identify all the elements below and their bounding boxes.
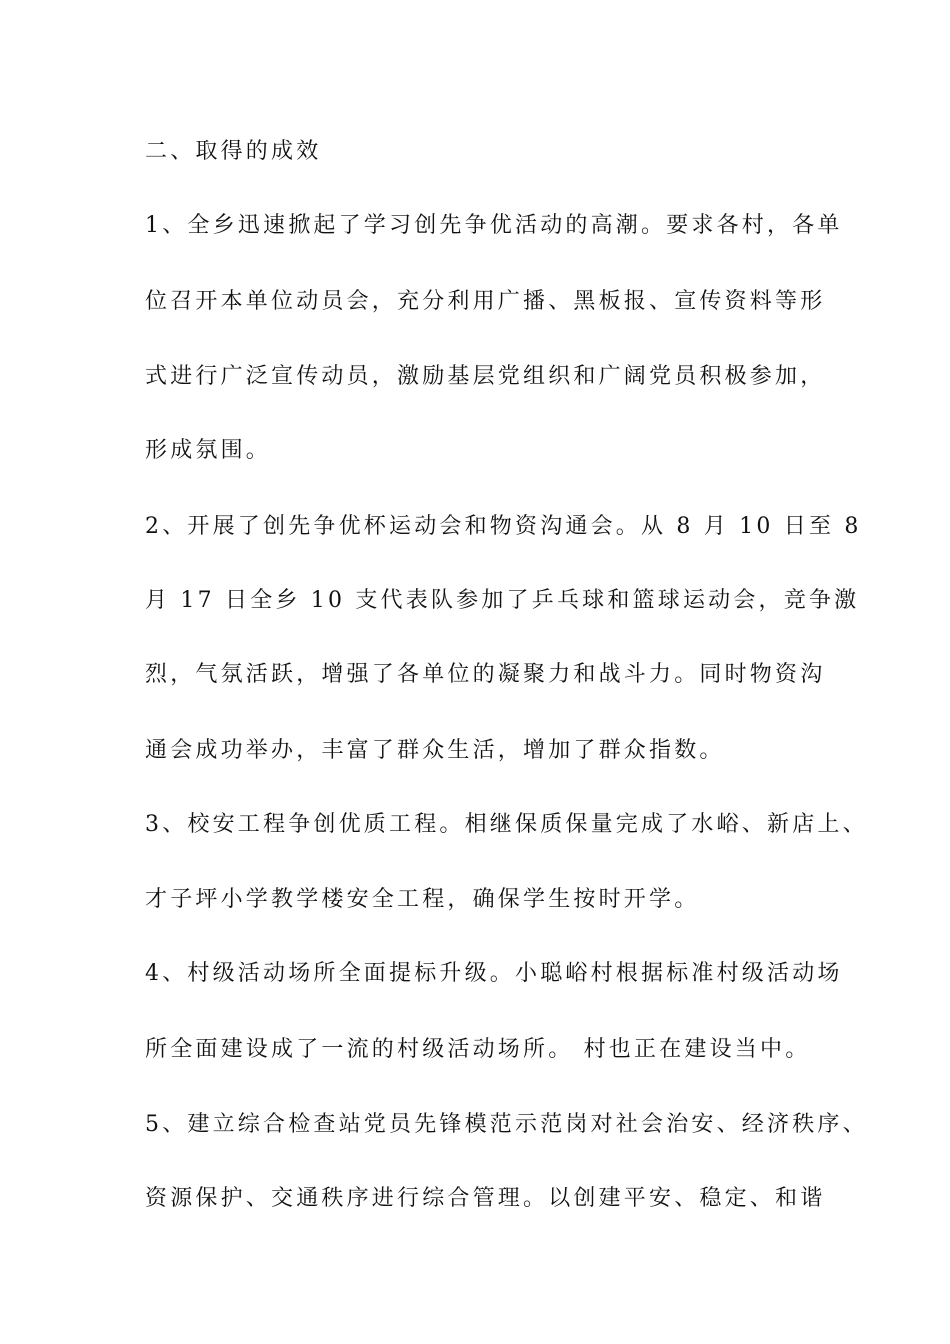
paragraph-5-line-1: 5、建立综合检查站党员先锋模范示范岗对社会治安、经济秩序、 (145, 1112, 868, 1137)
paragraph-4-line-2: 所全面建设成了一流的村级活动场所。 村也正在建设当中。 (145, 1037, 811, 1062)
paragraph-2-line-2: 月 17 日全乡 10 支代表队参加了乒乓球和篮球运动会，竞争激 (145, 588, 860, 613)
paragraph-1-line-3: 式进行广泛宣传动员，激励基层党组织和广阔党员积极参加， (145, 364, 826, 389)
paragraph-2-line-1: 2、开展了创先争优杯运动会和物资沟通会。从 8 月 10 日至 8 (145, 514, 862, 539)
paragraph-3-line-1: 3、校安工程争创优质工程。相继保质保量完成了水峪、新店上、 (145, 812, 868, 837)
paragraph-1-line-1: 1、全乡迅速掀起了学习创先争优活动的高潮。要求各村，各单 (145, 213, 843, 238)
paragraph-2-line-4: 通会成功举办，丰富了群众生活，增加了群众指数。 (145, 738, 725, 763)
paragraph-3-line-2: 才子坪小学教学楼安全工程，确保学生按时开学。 (145, 887, 700, 912)
paragraph-1-line-4: 形成氛围。 (145, 438, 272, 463)
paragraph-4-line-1: 4、村级活动场所全面提标升级。小聪峪村根据标准村级活动场 (145, 961, 843, 986)
paragraph-2-line-3: 烈，气氛活跃，增强了各单位的凝聚力和战斗力。同时物资沟 (145, 662, 826, 687)
paragraph-5-line-2: 资源保护、交通秩序进行综合管理。以创建平安、稳定、和谐 (145, 1186, 826, 1211)
paragraph-1-line-2: 位召开本单位动员会，充分利用广播、黑板报、宣传资料等形 (145, 289, 826, 314)
section-heading: 二、取得的成效 (145, 139, 322, 164)
